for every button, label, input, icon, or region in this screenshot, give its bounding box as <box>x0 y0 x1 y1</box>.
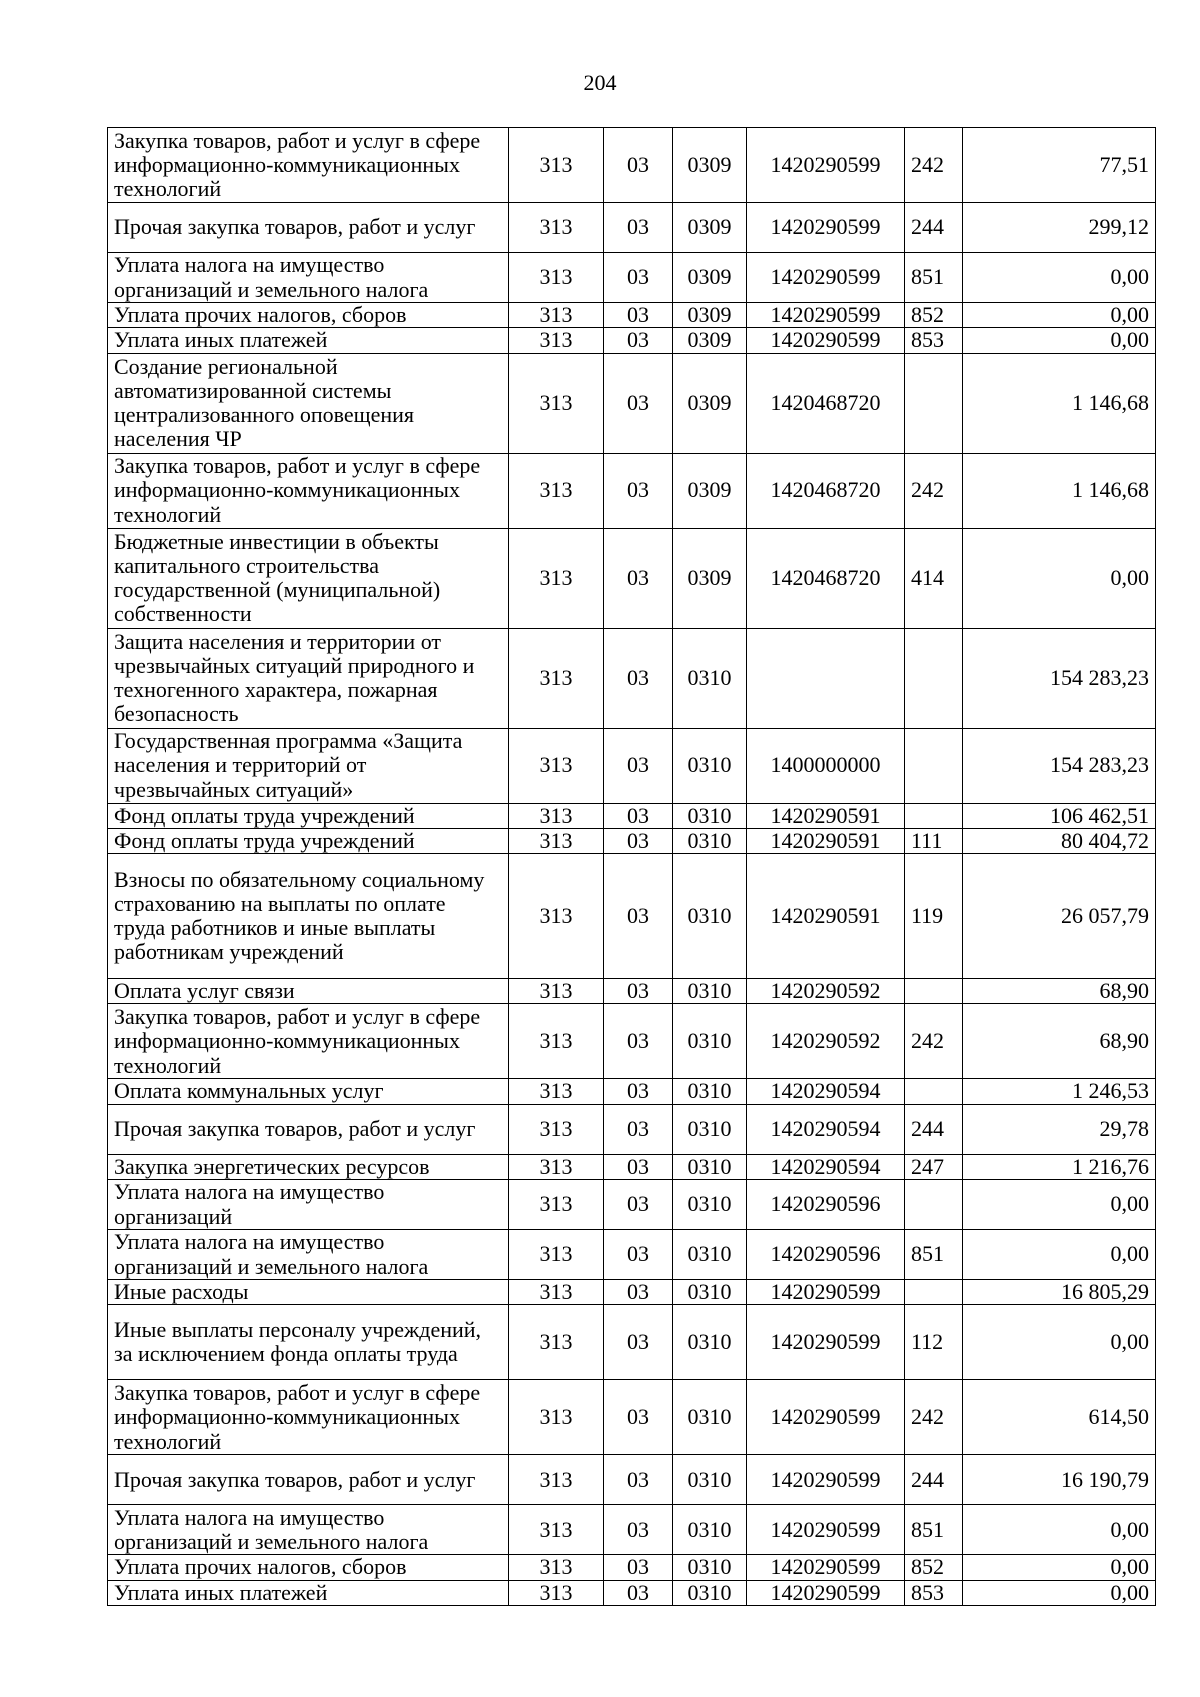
row-name-cell: Закупка товаров, работ и услуг в сфере информационно-коммуникационных технологий <box>108 453 509 528</box>
row-section-code-cell: 03 <box>604 1580 673 1605</box>
row-section-code-cell: 03 <box>604 1455 673 1505</box>
row-section-code-cell: 03 <box>604 453 673 528</box>
table-row <box>108 453 1156 528</box>
row-amount-cell: 154 283,23 <box>963 628 1156 728</box>
row-expense-type-cell <box>905 1180 963 1230</box>
row-subsection-code-cell: 0309 <box>673 453 747 528</box>
row-subsection-code-cell: 0310 <box>673 1280 747 1305</box>
row-amount-cell: 77,51 <box>963 128 1156 203</box>
row-ministry-code-cell: 313 <box>509 803 604 828</box>
row-section-code-cell: 03 <box>604 128 673 203</box>
row-ministry-code-cell: 313 <box>509 353 604 453</box>
row-ministry-code-cell: 313 <box>509 854 604 979</box>
row-subsection-code-cell: 0310 <box>673 803 747 828</box>
row-subsection-code-cell: 0310 <box>673 1305 747 1380</box>
row-section-code-cell: 03 <box>604 1154 673 1179</box>
row-ministry-code-cell: 313 <box>509 1555 604 1580</box>
row-ministry-code-cell: 313 <box>509 828 604 853</box>
table-row <box>108 728 1156 803</box>
row-section-code-cell: 03 <box>604 1305 673 1380</box>
row-subsection-code-cell: 0310 <box>673 1004 747 1079</box>
row-expense-type-cell: 853 <box>905 1580 963 1605</box>
row-amount-cell: 0,00 <box>963 1505 1156 1555</box>
row-target-article-cell: 1420290599 <box>747 1505 905 1555</box>
row-section-code-cell: 03 <box>604 303 673 328</box>
row-amount-cell: 0,00 <box>963 253 1156 303</box>
row-amount-cell: 1 146,68 <box>963 353 1156 453</box>
row-subsection-code-cell: 0310 <box>673 979 747 1004</box>
row-section-code-cell: 03 <box>604 203 673 253</box>
row-amount-cell: 26 057,79 <box>963 854 1156 979</box>
row-subsection-code-cell: 0309 <box>673 303 747 328</box>
row-expense-type-cell <box>905 353 963 453</box>
row-subsection-code-cell: 0309 <box>673 528 747 628</box>
row-section-code-cell: 03 <box>604 803 673 828</box>
table-row <box>108 1104 1156 1154</box>
row-section-code-cell: 03 <box>604 1004 673 1079</box>
row-target-article-cell: 1420290599 <box>747 1305 905 1380</box>
row-name-cell: Уплата иных платежей <box>108 1580 509 1605</box>
row-amount-cell: 80 404,72 <box>963 828 1156 853</box>
row-name-cell: Взносы по обязательному социальному страхованию на выплаты по оплате труда работников и иные выплаты работникам учреждений <box>108 854 509 979</box>
row-ministry-code-cell: 313 <box>509 203 604 253</box>
row-amount-cell: 0,00 <box>963 528 1156 628</box>
row-amount-cell: 299,12 <box>963 203 1156 253</box>
row-subsection-code-cell: 0310 <box>673 1555 747 1580</box>
table-row <box>108 803 1156 828</box>
row-expense-type-cell: 242 <box>905 1004 963 1079</box>
row-name-cell: Уплата налога на имущество организаций и земельного налога <box>108 1505 509 1555</box>
row-name-cell: Защита населения и территории от чрезвычайных ситуаций природного и техногенного характера, пожарная безопасность <box>108 628 509 728</box>
row-expense-type-cell: 242 <box>905 453 963 528</box>
row-section-code-cell: 03 <box>604 979 673 1004</box>
row-expense-type-cell: 119 <box>905 854 963 979</box>
table-row <box>108 628 1156 728</box>
row-target-article-cell: 1420290594 <box>747 1104 905 1154</box>
row-ministry-code-cell: 313 <box>509 453 604 528</box>
row-target-article-cell: 1420290594 <box>747 1154 905 1179</box>
row-subsection-code-cell: 0310 <box>673 1230 747 1280</box>
row-subsection-code-cell: 0310 <box>673 628 747 728</box>
row-target-article-cell <box>747 628 905 728</box>
row-expense-type-cell: 852 <box>905 303 963 328</box>
row-target-article-cell: 1420290599 <box>747 253 905 303</box>
row-amount-cell: 0,00 <box>963 1180 1156 1230</box>
row-name-cell: Фонд оплаты труда учреждений <box>108 828 509 853</box>
row-amount-cell: 0,00 <box>963 1555 1156 1580</box>
budget-table <box>107 127 1156 1606</box>
row-name-cell: Уплата иных платежей <box>108 328 509 353</box>
table-row <box>108 1280 1156 1305</box>
row-target-article-cell: 1420290599 <box>747 1580 905 1605</box>
table-row <box>108 528 1156 628</box>
row-subsection-code-cell: 0309 <box>673 353 747 453</box>
row-name-cell: Оплата коммунальных услуг <box>108 1079 509 1104</box>
row-amount-cell: 1 146,68 <box>963 453 1156 528</box>
row-target-article-cell: 1420290591 <box>747 854 905 979</box>
row-expense-type-cell <box>905 728 963 803</box>
row-name-cell: Прочая закупка товаров, работ и услуг <box>108 1455 509 1505</box>
row-amount-cell: 106 462,51 <box>963 803 1156 828</box>
row-expense-type-cell: 242 <box>905 128 963 203</box>
row-name-cell: Оплата услуг связи <box>108 979 509 1004</box>
row-section-code-cell: 03 <box>604 628 673 728</box>
row-name-cell: Уплата налога на имущество организаций и земельного налога <box>108 1230 509 1280</box>
row-target-article-cell: 1420468720 <box>747 528 905 628</box>
row-ministry-code-cell: 313 <box>509 628 604 728</box>
row-amount-cell: 0,00 <box>963 328 1156 353</box>
row-expense-type-cell <box>905 1079 963 1104</box>
row-section-code-cell: 03 <box>604 828 673 853</box>
row-amount-cell: 0,00 <box>963 303 1156 328</box>
row-section-code-cell: 03 <box>604 854 673 979</box>
table-row <box>108 1154 1156 1179</box>
row-expense-type-cell: 242 <box>905 1380 963 1455</box>
page-number: 204 <box>583 70 617 95</box>
row-expense-type-cell: 244 <box>905 203 963 253</box>
row-subsection-code-cell: 0309 <box>673 128 747 203</box>
row-section-code-cell: 03 <box>604 1555 673 1580</box>
row-expense-type-cell: 244 <box>905 1455 963 1505</box>
row-ministry-code-cell: 313 <box>509 328 604 353</box>
row-name-cell: Уплата налога на имущество организаций и земельного налога <box>108 253 509 303</box>
row-name-cell: Фонд оплаты труда учреждений <box>108 803 509 828</box>
row-target-article-cell: 1420290596 <box>747 1180 905 1230</box>
table-row <box>108 303 1156 328</box>
row-subsection-code-cell: 0310 <box>673 828 747 853</box>
row-section-code-cell: 03 <box>604 1380 673 1455</box>
row-amount-cell: 68,90 <box>963 979 1156 1004</box>
table-row <box>108 1004 1156 1079</box>
row-amount-cell: 1 216,76 <box>963 1154 1156 1179</box>
row-subsection-code-cell: 0310 <box>673 1104 747 1154</box>
row-name-cell: Закупка товаров, работ и услуг в сфере информационно-коммуникационных технологий <box>108 128 509 203</box>
table-row <box>108 1079 1156 1104</box>
row-target-article-cell: 1420290599 <box>747 1455 905 1505</box>
row-expense-type-cell: 111 <box>905 828 963 853</box>
row-expense-type-cell: 853 <box>905 328 963 353</box>
row-target-article-cell: 1420468720 <box>747 353 905 453</box>
row-subsection-code-cell: 0309 <box>673 253 747 303</box>
row-ministry-code-cell: 313 <box>509 979 604 1004</box>
row-section-code-cell: 03 <box>604 328 673 353</box>
row-expense-type-cell <box>905 979 963 1004</box>
table-row <box>108 1230 1156 1280</box>
row-amount-cell: 68,90 <box>963 1004 1156 1079</box>
row-section-code-cell: 03 <box>604 1104 673 1154</box>
table-row <box>108 979 1156 1004</box>
row-target-article-cell: 1420290599 <box>747 1380 905 1455</box>
row-target-article-cell: 1420290599 <box>747 1280 905 1305</box>
table-row <box>108 128 1156 203</box>
row-ministry-code-cell: 313 <box>509 1580 604 1605</box>
row-expense-type-cell: 851 <box>905 1505 963 1555</box>
row-subsection-code-cell: 0310 <box>673 1154 747 1179</box>
row-ministry-code-cell: 313 <box>509 1305 604 1380</box>
row-ministry-code-cell: 313 <box>509 1104 604 1154</box>
table-body <box>108 128 1156 1606</box>
row-subsection-code-cell: 0310 <box>673 1455 747 1505</box>
row-ministry-code-cell: 313 <box>509 128 604 203</box>
row-target-article-cell: 1420290599 <box>747 128 905 203</box>
row-target-article-cell: 1420290592 <box>747 979 905 1004</box>
row-amount-cell: 0,00 <box>963 1580 1156 1605</box>
row-amount-cell: 614,50 <box>963 1380 1156 1455</box>
table-row <box>108 328 1156 353</box>
row-expense-type-cell <box>905 803 963 828</box>
row-target-article-cell: 1420290591 <box>747 828 905 853</box>
row-name-cell: Уплата прочих налогов, сборов <box>108 1555 509 1580</box>
row-name-cell: Иные выплаты персоналу учреждений, за исключением фонда оплаты труда <box>108 1305 509 1380</box>
row-target-article-cell: 1420290591 <box>747 803 905 828</box>
row-name-cell: Бюджетные инвестиции в объекты капитального строительства государственной (муниципальной) собственности <box>108 528 509 628</box>
row-expense-type-cell: 414 <box>905 528 963 628</box>
row-expense-type-cell: 851 <box>905 253 963 303</box>
row-amount-cell: 154 283,23 <box>963 728 1156 803</box>
table-row <box>108 1305 1156 1380</box>
row-section-code-cell: 03 <box>604 1079 673 1104</box>
row-ministry-code-cell: 313 <box>509 1455 604 1505</box>
row-ministry-code-cell: 313 <box>509 728 604 803</box>
row-subsection-code-cell: 0310 <box>673 854 747 979</box>
row-name-cell: Закупка товаров, работ и услуг в сфере информационно-коммуникационных технологий <box>108 1380 509 1455</box>
row-name-cell: Прочая закупка товаров, работ и услуг <box>108 203 509 253</box>
row-ministry-code-cell: 313 <box>509 1180 604 1230</box>
row-section-code-cell: 03 <box>604 1280 673 1305</box>
row-subsection-code-cell: 0309 <box>673 328 747 353</box>
table-row <box>108 1555 1156 1580</box>
row-target-article-cell: 1420468720 <box>747 453 905 528</box>
row-name-cell: Уплата налога на имущество организаций <box>108 1180 509 1230</box>
row-target-article-cell: 1420290594 <box>747 1079 905 1104</box>
row-ministry-code-cell: 313 <box>509 1380 604 1455</box>
row-target-article-cell: 1420290599 <box>747 1555 905 1580</box>
row-name-cell: Иные расходы <box>108 1280 509 1305</box>
row-ministry-code-cell: 313 <box>509 1280 604 1305</box>
table-row <box>108 1580 1156 1605</box>
row-ministry-code-cell: 313 <box>509 253 604 303</box>
row-target-article-cell: 1420290592 <box>747 1004 905 1079</box>
row-amount-cell: 0,00 <box>963 1230 1156 1280</box>
row-target-article-cell: 1400000000 <box>747 728 905 803</box>
row-subsection-code-cell: 0310 <box>673 1380 747 1455</box>
row-section-code-cell: 03 <box>604 1230 673 1280</box>
row-target-article-cell: 1420290599 <box>747 203 905 253</box>
table-row <box>108 253 1156 303</box>
row-ministry-code-cell: 313 <box>509 1154 604 1179</box>
row-expense-type-cell: 244 <box>905 1104 963 1154</box>
row-ministry-code-cell: 313 <box>509 303 604 328</box>
row-name-cell: Создание региональной автоматизированной системы централизованного оповещения населения ЧР <box>108 353 509 453</box>
table-row <box>108 854 1156 979</box>
row-expense-type-cell <box>905 1280 963 1305</box>
table-row <box>108 1380 1156 1455</box>
row-name-cell: Государственная программа «Защита населения и территорий от чрезвычайных ситуаций» <box>108 728 509 803</box>
row-subsection-code-cell: 0310 <box>673 1580 747 1605</box>
row-ministry-code-cell: 313 <box>509 1230 604 1280</box>
table-row <box>108 1505 1156 1555</box>
table-row <box>108 828 1156 853</box>
row-section-code-cell: 03 <box>604 353 673 453</box>
row-amount-cell: 29,78 <box>963 1104 1156 1154</box>
row-ministry-code-cell: 313 <box>509 1079 604 1104</box>
row-ministry-code-cell: 313 <box>509 1004 604 1079</box>
row-expense-type-cell: 851 <box>905 1230 963 1280</box>
row-amount-cell: 1 246,53 <box>963 1079 1156 1104</box>
row-subsection-code-cell: 0309 <box>673 203 747 253</box>
row-expense-type-cell: 852 <box>905 1555 963 1580</box>
row-name-cell: Закупка товаров, работ и услуг в сфере информационно-коммуникационных технологий <box>108 1004 509 1079</box>
table-row <box>108 353 1156 453</box>
row-section-code-cell: 03 <box>604 728 673 803</box>
row-amount-cell: 0,00 <box>963 1305 1156 1380</box>
row-subsection-code-cell: 0310 <box>673 1505 747 1555</box>
row-subsection-code-cell: 0310 <box>673 1079 747 1104</box>
table-row <box>108 203 1156 253</box>
row-ministry-code-cell: 313 <box>509 528 604 628</box>
table-row <box>108 1180 1156 1230</box>
row-expense-type-cell <box>905 628 963 728</box>
row-name-cell: Прочая закупка товаров, работ и услуг <box>108 1104 509 1154</box>
row-name-cell: Закупка энергетических ресурсов <box>108 1154 509 1179</box>
row-section-code-cell: 03 <box>604 528 673 628</box>
row-name-cell: Уплата прочих налогов, сборов <box>108 303 509 328</box>
row-ministry-code-cell: 313 <box>509 1505 604 1555</box>
row-amount-cell: 16 805,29 <box>963 1280 1156 1305</box>
row-subsection-code-cell: 0310 <box>673 728 747 803</box>
row-subsection-code-cell: 0310 <box>673 1180 747 1230</box>
row-expense-type-cell: 247 <box>905 1154 963 1179</box>
row-expense-type-cell: 112 <box>905 1305 963 1380</box>
row-section-code-cell: 03 <box>604 1180 673 1230</box>
table-row <box>108 1455 1156 1505</box>
row-section-code-cell: 03 <box>604 1505 673 1555</box>
row-section-code-cell: 03 <box>604 253 673 303</box>
row-target-article-cell: 1420290599 <box>747 328 905 353</box>
row-amount-cell: 16 190,79 <box>963 1455 1156 1505</box>
row-target-article-cell: 1420290599 <box>747 303 905 328</box>
row-target-article-cell: 1420290596 <box>747 1230 905 1280</box>
